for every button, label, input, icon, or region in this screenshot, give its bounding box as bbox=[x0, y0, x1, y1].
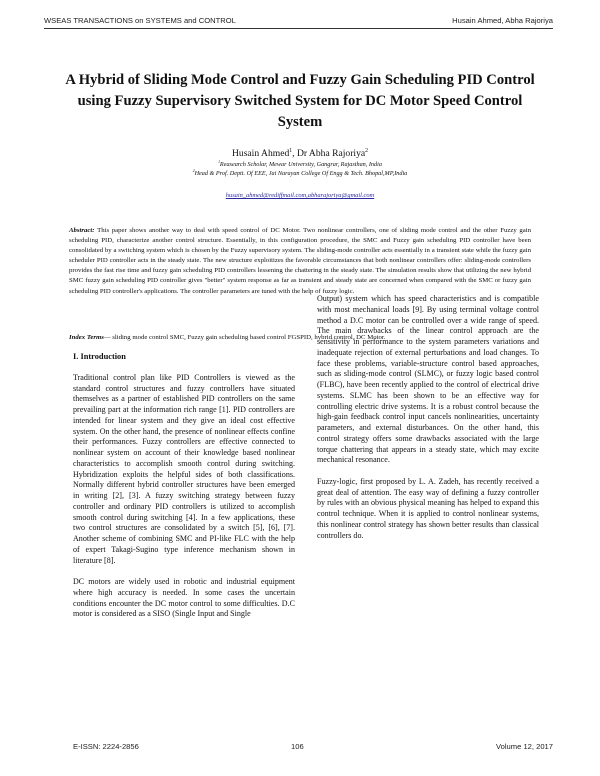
running-header-authors: Husain Ahmed, Abha Rajoriya bbox=[452, 16, 553, 25]
paper-title: A Hybrid of Sliding Mode Control and Fuzzy Gain Scheduling PID Control using Fuzzy Supervisory Switched System for DC Motor Speed Control System bbox=[65, 72, 535, 130]
affiliation-2-sup: 2 bbox=[192, 168, 195, 173]
affiliation-2-text: Head & Prof. Deptt. Of EEE, Jai Narayan College Of Engg & Tech. Bhopal,MP,India bbox=[194, 170, 408, 177]
index-terms-label: Index Terms bbox=[69, 334, 104, 341]
abstract bbox=[69, 226, 531, 297]
abstract-label: Abstract: bbox=[69, 227, 95, 234]
index-terms-text: — sliding mode control SMC, Fuzzy gain scheduling based control FGSPID, hybrid control, DC Motor. bbox=[103, 334, 386, 341]
author-2-sup: 2 bbox=[365, 147, 369, 154]
affiliation-2 bbox=[0, 170, 600, 177]
running-header-journal: WSEAS TRANSACTIONS on SYSTEMS and CONTROL bbox=[44, 16, 236, 25]
right-column bbox=[317, 294, 539, 541]
footer-page-number: 106 bbox=[291, 742, 304, 751]
intro-paragraph-4: Fuzzy-logic, first proposed by L. A. Zadeh, has recently received a great deal of attention. The easy way of defining a fuzzy controller by rules with an obvious physical meaning has helped to expand this control technique. When it is applied to control nonlinear systems, this nonlinear control strategy has shown better results than classical controllers do. bbox=[317, 476, 539, 540]
affiliation-1 bbox=[0, 161, 600, 168]
author-line bbox=[0, 148, 600, 159]
intro-paragraph-2: DC motors are widely used in robotic and industrial equipment where high accuracy is needed. In some cases the uncertain conditions encounter the DC motor control to some difficulties. D.C motor is considered as a SISO (Single Input and Single bbox=[73, 577, 295, 619]
author-email-link[interactable]: husain_ahmed@rediffmail.com,abharajoriya@gmail.com bbox=[225, 192, 375, 199]
intro-paragraph-3: Output) system which has speed characteristics and is compatible with most mechanical loads [9]. By using terminal voltage control method a D.C motor can be controlled over a wide range of speed. The main drawbacks of the linear control approach are the sensitivity in performance to the system parameters variations and inadequate rejection of external perturbations and load changes. To face these problems, variable-structure control based approaches, such as sliding-mode control (SLMC), or fuzzy logic based control (FLBC), have been recently applied to the control of electrical drive systems. SLMC has been shown to be an effective way for controlling electric drive systems. It is a robust control because the high-gain feedback control input cancels nonlinearities, uncertainty parameters, and external disturbances. On the other hand, this control strategy offers some drawbacks associated with the large torque chattering that appears in a steady state, which may excite mechanical resonance. bbox=[317, 294, 539, 465]
author-2: Dr Abha Rajoriya bbox=[296, 148, 366, 159]
author-separator: , bbox=[292, 148, 297, 159]
intro-paragraph-1: Traditional control plan like PID Controllers is viewed as the standard control structures and fuzzy controllers have situated themselves as a partner of established PID controllers on the same prevailing part at the information rich range [1]. PID controllers are intended for linear system and they give an ideal cost effective system. On the other hand, the presence of nonlinear effects confine their performances. Fuzzy controllers are effective connected to nonlinear system on account of their knowledge based nonlinear characteristics to accomplish smooth control during switching. Hybridization exploits the helpful sides of both classifications. Normally different hybrid controller structures have been emerged in writing [2], [3]. A fuzzy switching strategy between fuzzy controller and ordinary PID controllers is utilized to accomplish smooth control during switching [4]. In a few applications, these two control structures are consolidated by a switch [5], [6], [7]. Another scheme of combining SMC and PI-like FLC with the help of expert Takagi-Sugino type inference mechanism shown in literature [8]. bbox=[73, 372, 295, 565]
section-heading-introduction: I. Introduction bbox=[73, 352, 126, 361]
left-column bbox=[73, 352, 295, 620]
affiliation-1-text: Reasearch Scholar, Mewar University, Gangrar, Rajasthan, India bbox=[219, 161, 382, 168]
abstract-text: This paper shows another way to deal with speed control of DC Motor. Two nonlinear controllers, one of sliding mode control and the other Fuzzy gain scheduling PID, characterize another control structure. Essentially, in this configuration procedure, the SMC and Fuzzy gain scheduling PID controller have been consolidated by a switching system which is chosen by the Fuzzy supervisory system. The sliding-mode controller acts essentially in a transient state while the fuzzy gain scheduler PID controller acts in the steady state. The new structure exploitizes the favorable circumstances that both nonlinear controllers offer: sliding-mode controllers provides the fast rise time and fuzzy gain scheduling PID controllers lessening the chattering in the steady state. The simulation results show that utilizing the new hybrid SMC fuzzy gain scheduling PID controller gives "better" system response as far as transient and steady state are concerned when compared with the SMC or fuzzy gain scheduling PID controller's applications. The controller parameters are tuned with the help of fuzzy logic. bbox=[69, 227, 531, 295]
footer-volume: Volume 12, 2017 bbox=[496, 742, 553, 751]
author-1-sup: 1 bbox=[289, 147, 293, 154]
header-rule bbox=[44, 28, 553, 29]
footer-issn: E-ISSN: 2224-2856 bbox=[73, 742, 139, 751]
author-1: Husain Ahmed bbox=[231, 148, 290, 159]
affiliation-1-sup: 1 bbox=[218, 159, 220, 164]
